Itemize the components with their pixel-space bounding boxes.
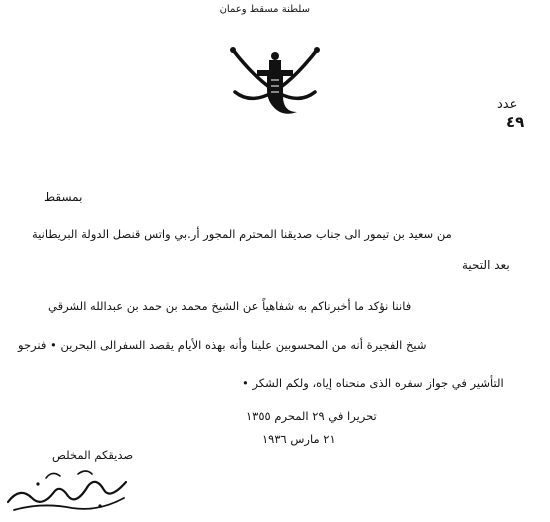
date-hijri: تحريرا في ٢٩ المحرم ١٣٥٥ — [246, 409, 377, 423]
addressee-line: من سعيد بن تيمور الى جناب صديقنا المحترم المجور أر.بي واتس قنصل الدولة البريطانية — [32, 227, 452, 241]
reference-number: ٤٩ — [506, 113, 525, 131]
body-line-3: التأشير في جواز سفره الذى منحناه إياه، ولكم الشكر • — [242, 376, 504, 390]
reference-label: عدد — [497, 97, 518, 112]
place-line: بمسقط — [44, 190, 83, 204]
body-line-1: فاننا نؤكد ما أخبرناكم به شفاهياً عن الشيخ محمد بن حمد بن عبدالله الشرقي — [48, 299, 412, 313]
greeting-line: بعد التحية — [462, 258, 510, 272]
letterhead-title: سلطنة مسقط وعمان — [219, 4, 310, 15]
closing-line: صديقكم المخلص — [52, 448, 134, 462]
date-gregorian: ٢١ مارس ١٩٣٦ — [262, 432, 336, 446]
body-line-2: شيخ الفجيرة أنه من المحسوبين علينا وأنه بهذه الأيام يقصد السفرالى البحرين • فنرجو — [18, 338, 427, 352]
emblem-icon — [219, 4, 325, 130]
signature-image — [2, 462, 132, 518]
